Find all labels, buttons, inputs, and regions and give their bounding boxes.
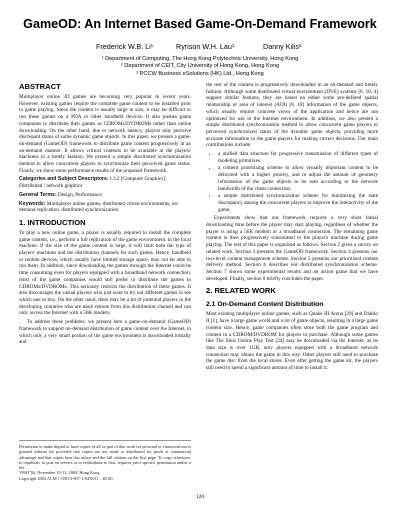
categories-value: I.3.2 [Computer Graphics]: Distributed / network graphics — [19, 176, 167, 190]
affiliations — [20, 56, 380, 78]
section-heading-introduction: 1. INTRODUCTION — [19, 217, 86, 227]
author-list — [0, 42, 400, 54]
keywords-label: Keywords: — [19, 200, 46, 207]
categories-label: Categories and Subject Descriptors: — [19, 176, 109, 183]
contribution-list — [206, 151, 378, 213]
abstract-heading: ABSTRACT — [19, 82, 61, 91]
keywords-line — [19, 201, 191, 214]
copyright-line: Copyright 2004 ACM 1-58113-907-1/04/0011 ...$5.00. — [19, 475, 114, 481]
abstract-text: Multiplayer online 3D games are becoming very popular in recent years. However, existing games require the complete game content to be installed prior to game playing. Since the content is usually large in size, it may be difficult to run these games on a PDA or other handheld devices. It also pushes game companies to distribute their games as CDROMs/DVDROMs rather than online downloading. On the other hand, due to network latency, players may perceive discrepant status of some dynamic game objects. In this paper, we present a game-on-demand (GameOD) framework to distribute game content progressively in an on-demand manner. It allows critical contents to be available at the players' machines in a timely fashion. We present a simple distributed synchronization method to allow concurrent players to synchronize their perceived game status. Finally, we show some performance results of the proposed framework. — [19, 94, 191, 174]
list-item: • a content prioritizing scheme to allow visually important content to be delivered with a higher priority, and to adjust the amount of geometry information of the game objects to be sent according to the network bandwidth of the client connection. — [218, 165, 378, 192]
affiliation: ³ PCCW Business eSolutions (HK) Ltd., Hong Kong — [136, 70, 264, 77]
subsection-heading: 2.1 On-Demand Content Distribution — [206, 301, 324, 309]
affiliation: ¹ Department of Computing, The Hong Kong Polytechnic University, Hong Kong — [101, 56, 299, 62]
right-column — [206, 82, 378, 374]
affiliation: ² Department of CEIT, City University of Hong Kong, Hong Kong — [120, 63, 280, 70]
body-paragraph: Experiments show that our framework requires a very short initial downloading time before the player may start playing, regardless of whether the player is using a 56K modem or a broadband connection. The remaining game content is then progressively transmitted to the player's machine during game playing. The rest of this paper is organized as follows. Section 2 gives a survey on related work. Section 3 presents the GameOD framework. Section 4 presents our two-level content management scheme. Section 5 presents our prioritized content delivery method. Section 6 describes our distributed synchronization scheme. Section 7 shows some experimental results and an action game that we have developed. Finally, section 8 briefly concludes the paper. — [206, 215, 378, 282]
general-terms-value: Design, Performance — [57, 191, 102, 198]
intro-paragraph: To play a new online game, a player is usually required to install the complete game content, i.e., perform a full replication of the game environment, in the local machine. If the size of the game content is large, it will limit both the type of players' machines and the distribution channels for such games. Hence, handheld or mobile devices, which usually have limited storage space, may not be able to run them. In addition, since downloading the games through the Internet could be time consuming even for players equipped with a broadband network connection, most of the game companies would still prefer to distribute the games in CDROMs/DVDROMs. This seriously restricts the distribution of these games. It also discourages the casual players who just want to try out different games to see which one to buy. On the other hand, there may be a lot of potential players in the developing countries who are more remote from this distribution channel and can only access the Internet with a 56K modem. — [19, 229, 191, 317]
author-name: Danny Kilis² — [263, 42, 302, 51]
keywords-value: Multiplayer online games, distributed virtual environments, on-demand replication, distributed synchronization — [19, 200, 179, 214]
section-heading-related-work: 2. RELATED WORK — [206, 286, 276, 296]
paper-title: GameOD: An Internet Based Game-On-Demand Framework — [23, 17, 377, 31]
copyright-footnote — [19, 440, 191, 481]
author-name: Frederick W.B. Li¹ — [96, 42, 154, 51]
page-number: 120 — [195, 494, 205, 500]
intro-paragraph: To address these problems, we present here a game-on-demand (GameOD) framework to support on-demand distribution of game content over the Internet, in which only a very small portion of the game environment is downloaded initially and — [19, 319, 191, 346]
general-terms-line — [19, 192, 191, 199]
left-column — [19, 82, 191, 348]
list-item: • a unified data structure for progressive transmission of different types of modeling primitives. — [218, 151, 378, 164]
body-paragraph: Most existing multiplayer online games, such as Quake III Arena [29] and Diablo II [1], have a large game world and a lot of game objects, resulting in a large game content size. Hence, game companies often store both the game program and content in a CDROM/DVDROM for players to purchase. Although some games like The Sims Online Play Test [24] may be downloaded via the Internet, as its data size is over 1GB, only players equipped with a broadband network connection may obtain the game in this way. Other players still need to purchase the game disc from the local stores. Even after getting the game kit, the players still need to spend a significant amount of time to install it. — [206, 311, 378, 372]
categories-line — [19, 176, 191, 189]
conference-line: VRST'04, November 10-12, 2004, Hong Kong. — [19, 470, 101, 476]
general-terms-label: General Terms: — [19, 191, 57, 198]
permission-notice: Permission to make digital or hard copies of all or part of this work for personal or classroom use is granted without fee provided that copies are not made or distributed for profit or commercial advantage and that copies bear this notice and the full citation on the first page. To copy otherwise, to republish, to post on servers or to redistribute to lists, requires prior specific permission and/or a fee. — [19, 444, 191, 471]
body-paragraph: the rest of the content is progressively downloaded in an on-demand and timely fashion. Although some distributed virtual environment (DVE) systems [6, 10, 4] support similar features, they are based on either some pre-defined spatial relationship or area of interest (AOI) [8, 18] information of the game objects, which usually require concrete views of the application and hence are not optimized for use in the Internet environment. In addition, we also present a simple distributed synchronization method to allow concurrent game players to perceived synchronized status of the dynamic game objects, providing more accurate information to the game players for making correct decisions. Our main contributions include: — [206, 82, 378, 149]
list-item: • a simple distributed synchronization scheme for minimizing the state discrepancy among the concurrent players to improve the interactivity of the game. — [218, 193, 378, 213]
author-name: Rynson W.H. Lau¹ — [176, 42, 235, 51]
